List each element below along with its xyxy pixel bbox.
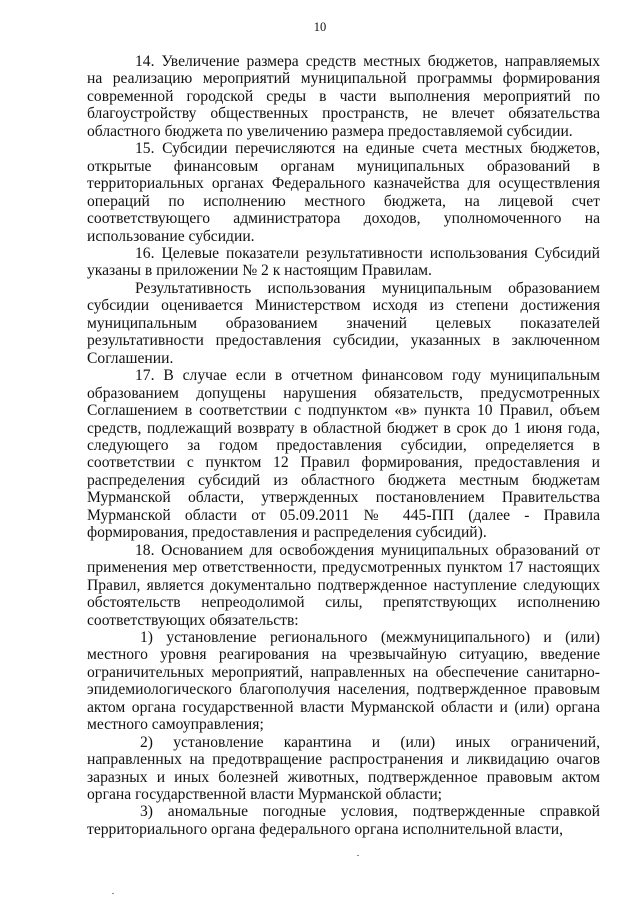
paragraph-15: 15. Субсидии перечисляются на единые счета местных бюджетов, открытые финансовым органам муниципальных образований в территориальных органах Федерального казначейства для осуществления операций по исполнению местного бюджета, на лицевой счет соответствующего администратора доходов, уполномоченного на использование субсидии. [87, 140, 600, 245]
paragraph-17: 17. В случае если в отчетном финансовом году муниципальным образованием допущены нарушения обязательств, предусмотренных Соглашением в соответствии с подпунктом «в» пункта 10 Правил, объем средств, подлежащий возврату в областной бюджет в срок до 1 июня года, следующего за годом предоставления субсидии, определяется в соответствии с пунктом 12 Правил формирования, предоставления и распределения субсидий из областного бюджета местным бюджетам Мурманской области, утвержденных постановлением Правительства Мурманской области от 05.09.2011 № 445-ПП (далее - Правила формирования, предоставления и распределения субсидий). [87, 367, 600, 542]
paragraph-18-item-1: 1) установление регионального (межмуниципального) и (или) местного уровня реагирования на чрезвычайную ситуацию, введение ограничительных мероприятий, направленных на обеспечение санитарно-эпидемиологического благополучия населения, подтвержденное правовым актом органа государственной власти Мурманской области и (или) органа местного самоуправления; [87, 628, 600, 734]
document-body [87, 53, 600, 838]
paragraph-14: 14. Увеличение размера средств местных бюджетов, направляемых на реализацию мероприятий муниципальной программы формирования современной городской среды в части выполнения мероприятий по благоустройству общественных пространств, не влечет обязательства областного бюджета по увеличению размера предоставляемой субсидии. [87, 53, 600, 140]
paragraph-18: 18. Основанием для освобождения муниципальных образований от применения мер ответственности, предусмотренных пунктом 17 настоящих Правил, является документально подтвержденное наступление следующих обстоятельств непреодолимой силы, препятствующих исполнению соответствующих обязательств: [87, 541, 600, 629]
scan-speck [357, 855, 359, 856]
paragraph-16-results: Результативность использования муниципальным образованием субсидии оценивается Министерством исходя из степени достижения муниципальным образованием значений целевых показателей результативности предоставления субсидии, указанных в заключенном Соглашении. [87, 279, 600, 367]
paragraph-18-item-2: 2) установление карантина и (или) иных ограничений, направленных на предотвращение распространения и ликвидацию очагов заразных и иных болезней животных, подтвержденное правовым актом органа государственной власти Мурманской области; [87, 733, 600, 804]
page-number: 10 [313, 20, 327, 34]
paragraph-18-item-3: 3) аномальные погодные условия, подтвержденные справкой территориального органа федерального органа исполнительной власти, [87, 803, 600, 838]
paragraph-16: 16. Целевые показатели результативности использования Субсидий указаны в приложении № 2 к настоящим Правилам. [87, 244, 600, 280]
scan-speck [112, 893, 114, 894]
